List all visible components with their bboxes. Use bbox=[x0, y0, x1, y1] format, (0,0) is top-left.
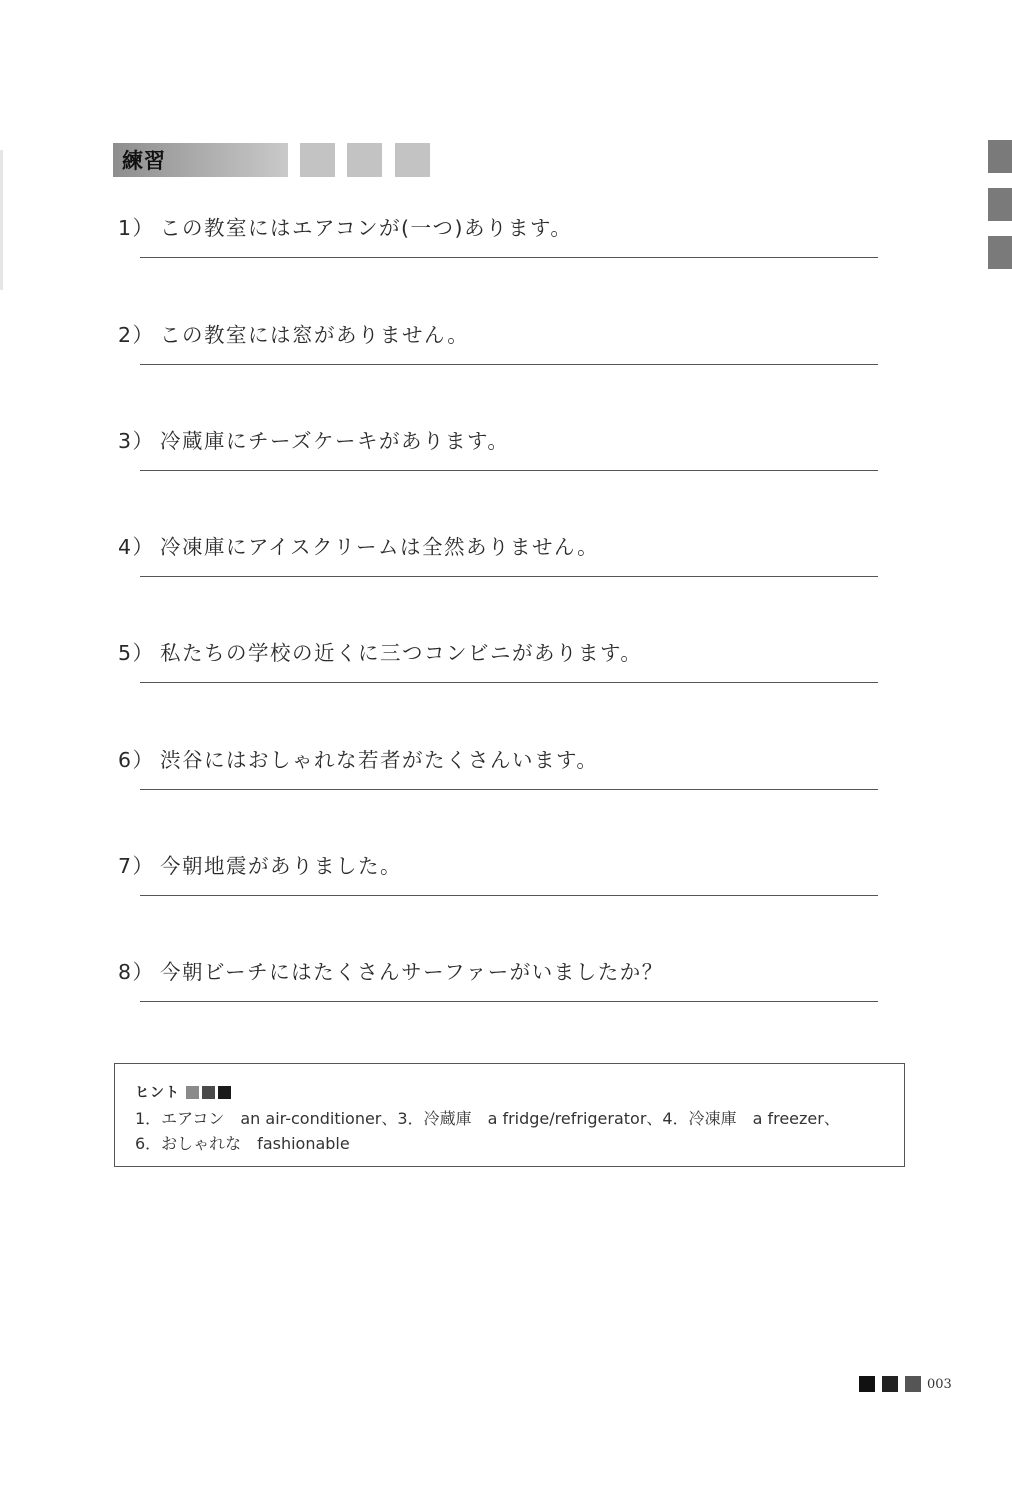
exercise-number: 6） bbox=[118, 748, 155, 772]
exercise-text: この教室には窓がありません。 bbox=[160, 323, 470, 347]
answer-line[interactable] bbox=[140, 682, 878, 683]
page-footer bbox=[859, 1376, 952, 1392]
hint-decor-square bbox=[186, 1086, 199, 1099]
header-decor-square bbox=[300, 143, 335, 177]
answer-line[interactable] bbox=[140, 257, 878, 258]
hint-decor-square bbox=[202, 1086, 215, 1099]
exercise-number: 8） bbox=[118, 960, 155, 984]
exercise-sentence bbox=[118, 955, 664, 985]
answer-line[interactable] bbox=[140, 576, 878, 577]
exercise-sentence bbox=[118, 743, 598, 773]
exercise-text: 今朝地震がありました。 bbox=[160, 854, 402, 878]
exercise-sentence bbox=[118, 318, 469, 348]
hint-text-line: 6．おしゃれな fashionable bbox=[135, 1134, 350, 1153]
exercise-number: 3） bbox=[118, 429, 155, 453]
header-decor-square bbox=[395, 143, 430, 177]
exercise-sentence bbox=[118, 530, 599, 560]
exercise-number: 7） bbox=[118, 854, 155, 878]
exercise-number: 1） bbox=[118, 216, 155, 240]
page-decor-square bbox=[905, 1376, 921, 1392]
section-title: 練習 bbox=[122, 149, 166, 173]
exercise-text: 渋谷にはおしゃれな若者がたくさんいます。 bbox=[160, 748, 599, 772]
hint-decor-square bbox=[218, 1086, 231, 1099]
page-decor-square bbox=[859, 1376, 875, 1392]
hint-heading bbox=[135, 1082, 231, 1102]
section-header bbox=[113, 143, 430, 177]
answer-line[interactable] bbox=[140, 789, 878, 790]
chapter-tab bbox=[988, 188, 1012, 221]
exercise-number: 4） bbox=[118, 535, 155, 559]
hint-title: ヒント bbox=[135, 1085, 180, 1101]
exercise-sentence bbox=[118, 211, 572, 241]
answer-line[interactable] bbox=[140, 895, 878, 896]
page-number: 003 bbox=[927, 1376, 952, 1392]
exercise-sentence bbox=[118, 424, 509, 454]
exercise-text: 冷凍庫にアイスクリームは全然ありません。 bbox=[160, 535, 600, 559]
exercise-text: 私たちの学校の近くに三つコンビニがあります。 bbox=[160, 641, 643, 665]
page-edge-shadow bbox=[0, 150, 3, 290]
answer-line[interactable] bbox=[140, 364, 878, 365]
hint-box bbox=[114, 1063, 905, 1167]
exercise-text: 冷蔵庫にチーズケーキがあります。 bbox=[160, 429, 510, 453]
hint-text-line: 1．エアコン an air-conditioner、3．冷蔵庫 a fridge/refrigerator、4．冷凍庫 a freezer、 bbox=[135, 1109, 840, 1128]
answer-line[interactable] bbox=[140, 1001, 878, 1002]
answer-line[interactable] bbox=[140, 470, 878, 471]
exercise-number: 2） bbox=[118, 323, 155, 347]
exercise-sentence bbox=[118, 849, 402, 879]
page-decor-square bbox=[882, 1376, 898, 1392]
exercise-text: 今朝ビーチにはたくさんサーファーがいましたか？ bbox=[160, 960, 664, 984]
section-header-bar bbox=[113, 143, 288, 177]
exercise-text: この教室にはエアコンが(一つ)あります。 bbox=[160, 216, 573, 240]
header-decor-square bbox=[347, 143, 382, 177]
exercise-number: 5） bbox=[118, 641, 155, 665]
chapter-tab bbox=[988, 236, 1012, 269]
chapter-tab bbox=[988, 140, 1012, 173]
exercise-sentence bbox=[118, 636, 642, 666]
